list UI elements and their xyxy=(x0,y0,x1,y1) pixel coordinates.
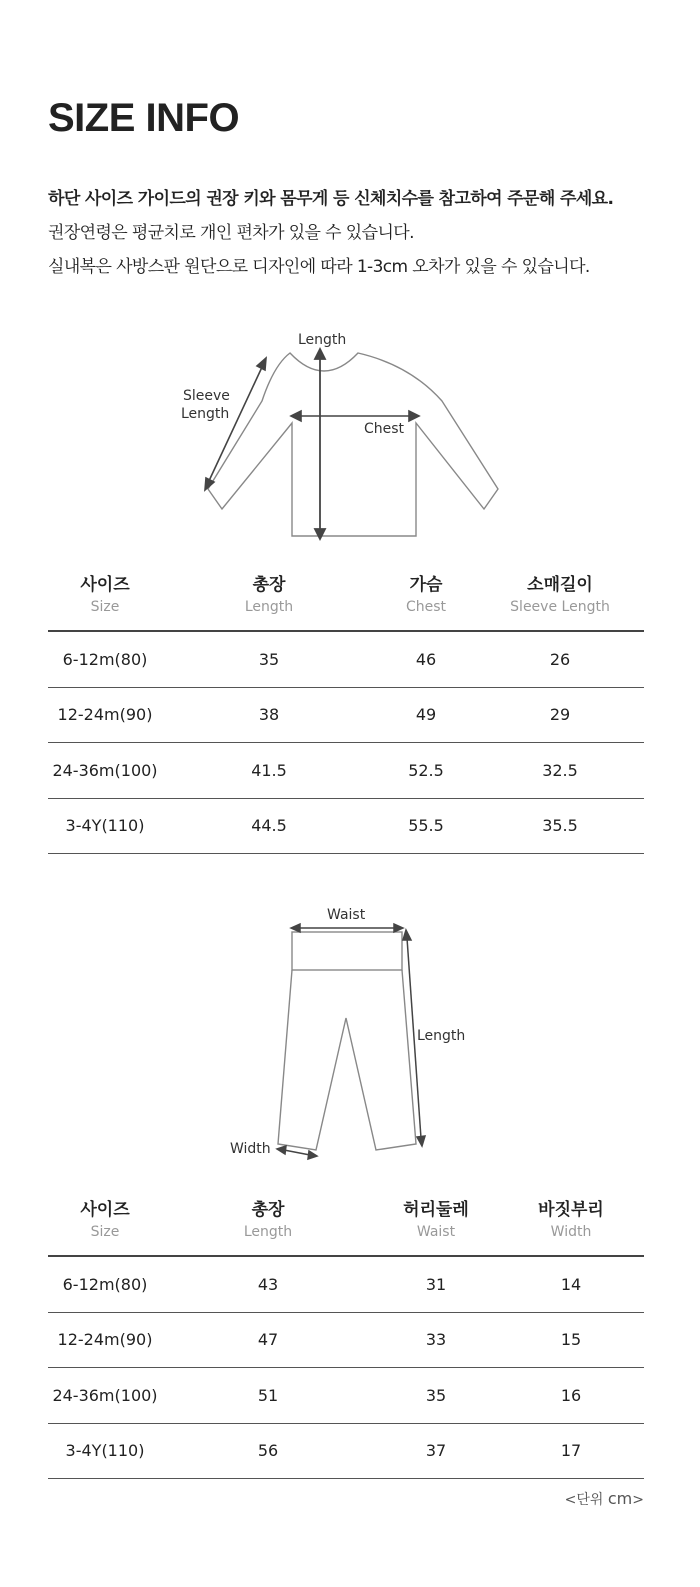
header-label-en: Length xyxy=(243,1224,293,1240)
header-label-ko: 허리둘레 xyxy=(403,1200,469,1220)
table-cell: 24-36m(100) xyxy=(52,760,158,780)
table-cell: 17 xyxy=(560,1441,582,1461)
shirt-outline xyxy=(208,353,498,536)
header-chest xyxy=(376,568,476,630)
table-cell: 14 xyxy=(560,1274,582,1294)
table-cell: 31 xyxy=(425,1274,447,1294)
table-cell: 26 xyxy=(549,649,571,669)
pants-legs xyxy=(278,970,416,1150)
intro-text xyxy=(48,182,668,284)
width-arrow xyxy=(277,1146,317,1159)
table-row xyxy=(48,1368,644,1424)
table-cell: 37 xyxy=(425,1441,447,1461)
sleeve-length-arrow xyxy=(205,358,266,490)
table-cell: 49 xyxy=(415,705,437,725)
table-cell: 6-12m(80) xyxy=(62,649,148,669)
chest-label: Chest xyxy=(364,421,405,437)
table-cell: 29 xyxy=(549,705,571,725)
waist-arrow xyxy=(291,924,403,932)
intro-line-3: 실내복은 사방스판 원단으로 디자인에 따라 1-3cm 오차가 있을 수 있습니다. xyxy=(48,257,590,277)
top-garment-diagram xyxy=(170,325,510,545)
chest-arrow xyxy=(291,411,419,421)
intro-line-1: 하단 사이즈 가이드의 권장 키와 몸무게 등 신체치수를 참고하여 주문해 주세요. xyxy=(48,189,614,209)
length-label: Length xyxy=(417,1028,466,1044)
header-width xyxy=(498,1193,644,1255)
pants-diagram xyxy=(226,900,476,1165)
unit-note: <단위 cm> xyxy=(564,1489,644,1508)
table-cell: 12-24m(90) xyxy=(57,1330,153,1350)
table-cell: 51 xyxy=(257,1385,279,1405)
header-length xyxy=(162,1193,374,1255)
header-label-en: Waist xyxy=(416,1224,456,1240)
header-label-ko: 가슴 xyxy=(409,575,443,595)
length-label: Length xyxy=(298,332,347,348)
table-header xyxy=(48,1193,644,1257)
header-label-ko: 사이즈 xyxy=(80,575,130,595)
table-cell: 6-12m(80) xyxy=(62,1274,148,1294)
table-cell: 35 xyxy=(258,649,280,669)
header-sleeve-length xyxy=(476,568,644,630)
table-cell: 32.5 xyxy=(542,760,578,780)
table-cell: 24-36m(100) xyxy=(52,1385,158,1405)
sleeve-label-line1: Sleeve xyxy=(183,388,230,404)
table-row xyxy=(48,1313,644,1369)
header-waist xyxy=(374,1193,498,1255)
header-label-ko: 바짓부리 xyxy=(538,1200,604,1220)
header-label-en: Size xyxy=(90,599,120,615)
table-cell: 15 xyxy=(560,1330,582,1350)
table-cell: 16 xyxy=(560,1385,582,1405)
table-cell: 55.5 xyxy=(408,816,444,836)
header-label-en: Width xyxy=(550,1224,592,1240)
intro-line-2: 권장연령은 평균치로 개인 편차가 있을 수 있습니다. xyxy=(48,223,414,243)
waist-label: Waist xyxy=(327,907,366,923)
header-label-en: Size xyxy=(90,1224,120,1240)
pants-size-table xyxy=(48,1193,644,1479)
header-label-ko: 총장 xyxy=(252,575,286,595)
table-row xyxy=(48,743,644,799)
length-arrow xyxy=(315,349,325,539)
width-label: Width xyxy=(230,1141,271,1157)
table-cell: 33 xyxy=(425,1330,447,1350)
header-label-ko: 총장 xyxy=(251,1200,285,1220)
header-label-en: Length xyxy=(244,599,294,615)
table-cell: 56 xyxy=(257,1441,279,1461)
table-cell: 47 xyxy=(257,1330,279,1350)
table-row xyxy=(48,688,644,744)
table-cell: 46 xyxy=(415,649,437,669)
table-cell: 44.5 xyxy=(251,816,287,836)
top-size-table xyxy=(48,568,644,854)
header-length xyxy=(162,568,376,630)
sleeve-label-line2: Length xyxy=(181,406,230,422)
table-cell: 41.5 xyxy=(251,760,287,780)
header-label-ko: 사이즈 xyxy=(80,1200,130,1220)
table-row xyxy=(48,799,644,855)
header-size xyxy=(48,568,162,630)
header-size xyxy=(48,1193,162,1255)
table-row xyxy=(48,1257,644,1313)
table-row xyxy=(48,632,644,688)
table-cell: 52.5 xyxy=(408,760,444,780)
table-header xyxy=(48,568,644,632)
table-cell: 3-4Y(110) xyxy=(65,816,145,836)
table-cell: 3-4Y(110) xyxy=(65,1441,145,1461)
table-cell: 35.5 xyxy=(542,816,578,836)
header-label-en: Sleeve Length xyxy=(510,599,610,615)
header-label-ko: 소매길이 xyxy=(527,575,593,595)
header-label-en: Chest xyxy=(405,599,447,615)
table-row xyxy=(48,1424,644,1480)
page-title: SIZE INFO xyxy=(48,96,240,140)
table-cell: 12-24m(90) xyxy=(57,705,153,725)
table-cell: 35 xyxy=(425,1385,447,1405)
table-cell: 38 xyxy=(258,705,280,725)
table-cell: 43 xyxy=(257,1274,279,1294)
pants-waistband xyxy=(292,932,402,970)
